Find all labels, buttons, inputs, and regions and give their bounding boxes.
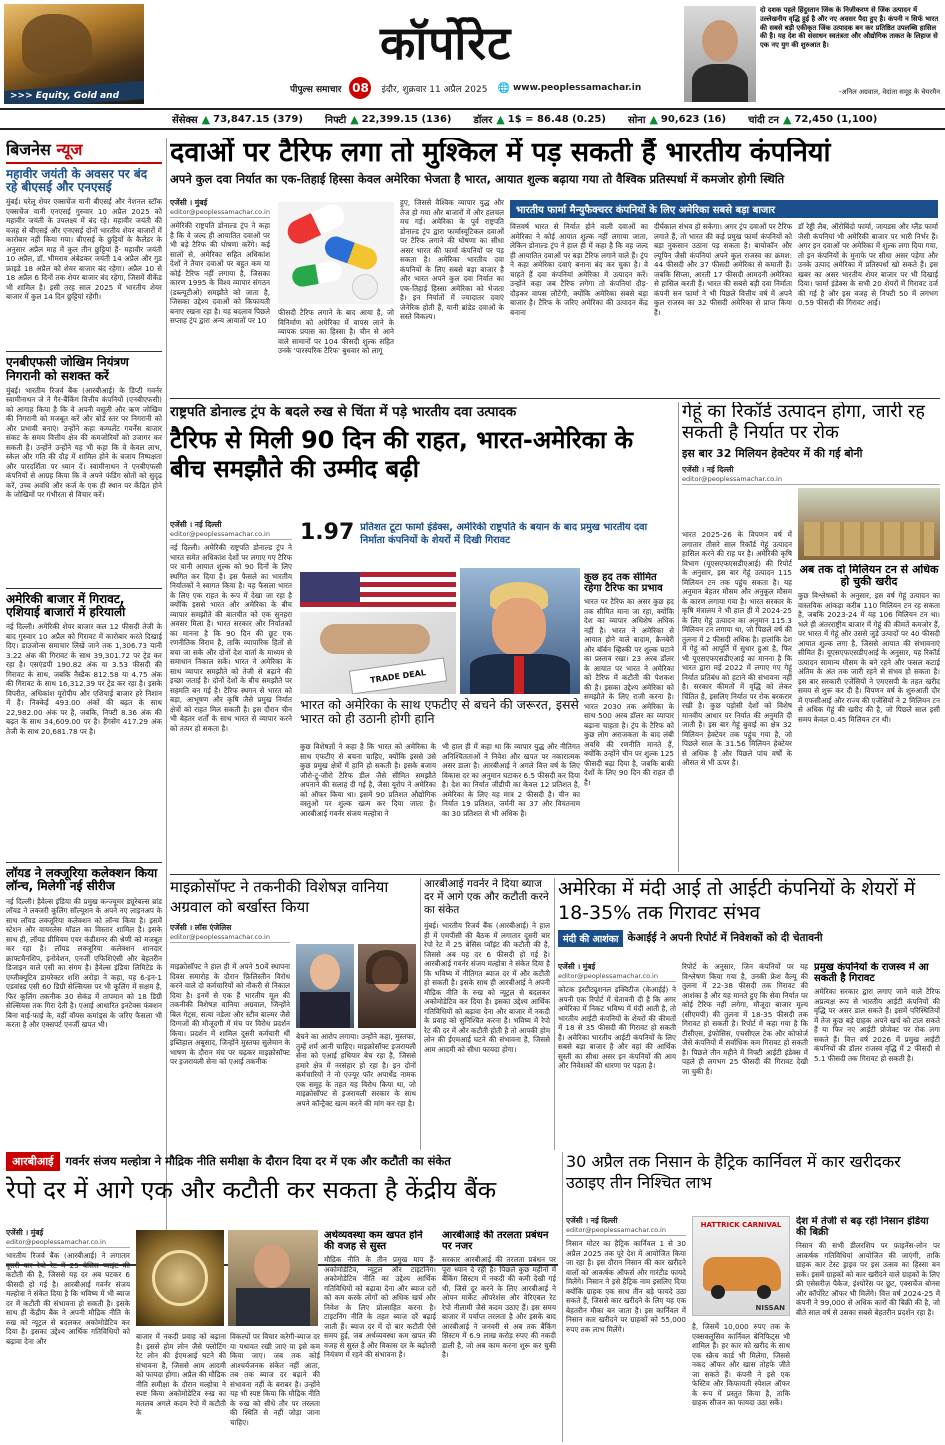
microsoft-headline: माइक्रोसॉफ्ट ने तकनीकी विशेषज्ञ वानिया अग्रवाल को बर्खास्त किया (170, 878, 389, 916)
wheat-headline: गेहूं का रिकॉर्ड उत्पादन होगा, जारी रह सकती है निर्यात पर रोक (682, 402, 925, 443)
dateline: इंदौर, शुक्रवार 11 अप्रैल 2025 (381, 84, 488, 95)
relief-kicker: राष्ट्रपति डोनाल्ड ट्रंप के बदले रुख से चिंता में पड़े भारतीय दवा उत्पादक (170, 404, 517, 420)
up-arrow-icon: ▲ (350, 112, 359, 126)
quote-author: -अनिल अग्रवाल, वेदांता समूह के चेयरमैन (838, 88, 940, 96)
business-news-label: बिजनेस न्यूज (6, 138, 162, 164)
business-news-column (6, 138, 162, 1260)
equity-gold-banner: >>> Equity, Gold and (10, 91, 120, 101)
relief-story (170, 402, 674, 872)
repo-sub-liquidity: आरबीआई की तरलता प्रबंधन पर नजर सरकार आरबीआई की तरलता प्रबंधन पर पूरा ध्यान दे रही है। पिछले कुछ महीनों में बैंकिंग सिस्टम में नकदी की कमी देखी गई थी, जिसे दूर करने के लिए आरबीआई ने ओपन मार्केट ऑपरेशंस और वेरिएबल रेट रेपो नीलामी जैसे कदम उठाए हैं। इस समय बाजार में पर्याप्त तरलता है और इसके बाद आरबीआई ने जनवरी से अब तक बैंकिंग सिस्टम में 6.9 लाख करोड़ रुपए की नकदी डाली है, जो अब काम करना शुरू कर चुकी है। (442, 1230, 556, 1359)
trump-photo (460, 568, 580, 694)
tariff-impact-box: कुछ हद तक सीमित रहेगा टैरिफ का प्रभाव भारत पर टैरिफ का असर कुछ हद तक सीमित माना जा रहा, क्योंकि देश का व्यापार अधिशेष अधिक नहीं है। भारत ने अमेरिका से आयात होने वाले बादाम, क्रैनबेरी और बॉर्बन व्हिस्की पर शुल्क घटाने का प्रस्ताव रखा। 23 अरब डॉलर के आयात पर भारत ने अमेरिका को टैरिफ में कटौती की पेशकश की है। इसका उद्देश्य अमेरिका को समझौते के लिए राजी करना है। भारत 2030 तक अमेरिका के साथ 500 अरब डॉलर का व्यापार बढ़ाना चाहता है। ट्रंप के टैरिफ को कुछ लोग अराजकता के बाद लंबी अवधि की रणनीति मानते हैं, क्योंकि उन्होंने चीन पर शुल्क 125 फीसदी बढ़ा दिया है, जबकि बाकी देशों के लिए 90 दिन की राहत दी है। (584, 572, 674, 787)
fta-story: भारत को अमेरिका के साथ एफटीए से बचने की जरूरत, इससे भारत को ही उठानी होगी हानि कुछ विशेषज्ञों ने कहा है कि भारत को अमेरिका के साथ एफटीए से बचना चाहिए, क्योंकि इससे उसे कुछ प्रमुख क्षेत्रों में हानि हो सकती है। इसके बजाय जीरो-टू-जीरो टैरिफ डील जैसे सीमित समझौते अपनाने की सलाह दी गई है, जैसा यूरोप ने अमेरिका को ऑफर किया था। इसमें 90 प्रतिशत औद्योगिक वस्तुओं पर शुल्क खत्म कर दिया जाता है। आरबीआई गवर्नर संजय मल्होत्रा ने भी हाल ही में कहा था कि व्यापार युद्ध और नीतिगत अनिश्चितताओं ने निवेश और खपत पर नकारात्मक असर डाला है। आरबीआई ने अगले वित्त वर्ष के लिए विकास दर का अनुमान घटाकर 6.5 फीसदी कर दिया है। देश का निर्यात जीडीपी का केवल 12 प्रतिशत है, अमेरिका के लिए यह मात्र 2 फीसदी है। चीन का निर्यात 19 प्रतिशत, जर्मनी का 37 और वियतनाम का 30 प्रतिशत से भी अधिक है। (300, 698, 580, 818)
wheat-procurement-box: अब तक दो मिलियन टन से अधिक हो चुकी खरीद कुछ विश्लेषकों के अनुसार, इस वर्ष गेहूं उत्पादन का वास्तविक आंकड़ा करीब 110 मिलियन टन रह सकता है, जबकि 2023-24 में यह 106 मिलियन टन था। भले ही अंतरराष्ट्रीय बाजार में गेहूं की कीमतें कमजोर हैं, पर भारत में गेहूं और उससे जुड़े उत्पादों पर 40 फीसदी आयात शुल्क लगा है, जिससे आयात की संभावनाएं सीमित हैं। यूएसएफएसडीएआई के अनुसार, यह रिकॉर्ड उत्पादन सामान्य मौसम के बने रहने और फसल कटाई अंतिम के अंत तक जारी रहने से संभव हो सकता है। इस बार सरकारी एजेंसियों ने एमएसपी के तहत खरीद समय से शुरू कर दी है। विपणन वर्ष के शुरुआती दौर में एफसीआई और राज्य की एजेंसियों ने 2 मिलियन टन से अधिक गेहूं की खरीद की है, जो पिछले साल इसी समय केवल 0.45 मिलियन टन थी। (798, 564, 940, 724)
quote-text: दो दशक पहले हिंदुस्तान जिंक के निजीकरण से जिंक उत्पादन में उल्लेखनीय वृद्धि हुई है और नए अवसर पैदा हुए है। कंपनी न सिर्फ भारत की सबसे बड़ी एकीकृत जिंक उत्पादक बन कर प्रतिष्ठित उपलब्धि हासिल की है। यह देश की संसाधन स्वतंत्रता और औद्योगिक ताकत के लिहाज से एक नए युग की शुरुआत है। (760, 6, 939, 50)
masthead (0, 0, 945, 108)
fall-stat-value: 1.97 (300, 522, 355, 545)
repo-story: आरबीआई गवर्नर संजय मल्होत्रा ने मौद्रिक नीति समीक्षा के दौरान दिया दर में एक और कटौती का संकेत रेपो दर में आगे एक और कटौती कर सकता है केंद्रीय बैंक एजेंसी । मुंबई editor@peoplessamachar.co.in भारतीय रिजर्व बैंक (आरबीआई) ने लगातार दूसरी बार रेपो रेट में 25 बेसिस प्वाइंट की कटौती की है, जिससे यह दर अब घटकर 6 फीसदी हो गई है। आरबीआई गवर्नर संजय मल्होत्रा ने संकेत दिया है कि भविष्य में भी ब्याज दर में कटौती की संभावना हो सकती है। इसके साथ ही केंद्रीय बैंक ने अपनी मौद्रिक नीति के रुख को न्यूट्रल से बदलकर अकोमोडेटिव कर दिया है। इसका उद्देश्य आर्थिक गतिविधियों को बढ़ावा देना और बाजार में नकदी प्रवाह को बढ़ाना है। इससे होम लोन जैसे फ्लोटिंग रेट लोन की ईएमआई घटने की संभावना है, जिससे आम आदमी को फायदा होगा। अप्रैल की मौद्रिक नीति समीक्षा के दौरान मल्होत्रा ने स्पष्ट किया अकोमोडेटिव रुख का मतलब अगले कदम रेपो में कटौती के विकल्पों पर विचार करेगी-ब्याज दर या यथावत रखी जाएं या इसे कम किया जाए। जब तक कोई आश्चर्यजनक संकेत नहीं आता, तब तक ब्याज दर बढ़ाने की संभावना नहीं के बराबर है। उन्होंने यह भी स्पष्ट किया कि मौद्रिक नीति के रुख को सीधे तौर पर तरलता की स्थिति से नहीं जोड़ा जाना चाहिए। अर्थव्यवस्था कम खपत होने की वजह से सुस्त मौद्रिक नीति के तीन प्रमुख माप हैं-अकोमोडेटिव, न्यूट्रल और टाइटनिंग। अकोमोडेटिव नीति का उद्देश्य आर्थिक गतिविधियों को बढ़ावा देना और ब्याज दरों को कम करके लोगों को अधिक खर्च और निवेश के लिए प्रोत्साहित करना है। टाइटनिंग नीति के तहत ब्याज दरें बढ़ाई जाती हैं। ब्याज दर में दो बार कटौती ऐसे समय हुई, जब अर्थव्यवस्था कम खपत की वजह से सुस्त है और विकास दर के बढ़ोतरी नियंत्रण में रहने की संभावना है। आरबीआई की तरलता प्रबंधन पर नजर सरकार आरबीआई की तरलता प्रबंधन पर पूरा ध्यान दे रही है। पिछले कुछ महीनों में बैंकिंग सिस्टम में नकदी की कमी देखी गई थी, जिसे दूर करने के लिए आरबीआई ने ओपन मार्केट ऑपरेशंस और वेरिएबल रेट रेपो नीलामी जैसे कदम उठाए हैं। इस समय बाजार में पर्याप्त तरलता है और इसके बाद आरबीआई ने जनवरी से अब तक बैंकिंग सिस्टम में 6.9 लाख करोड़ रुपए की नकदी डाली है, जो अब काम करना शुरू कर चुकी है। (6, 1152, 558, 1442)
wheat-story: गेहूं का रिकॉर्ड उत्पादन होगा, जारी रह सकती है निर्यात पर रोक इस बार 32 मिलियन हेक्टेयर में की गई बोनी एजेंसी । नई दिल्ली editor@peoplessamachar.co.in भारत 2025-26 के विपणन वर्ष में लगातार तीसरे साल रिकॉर्ड गेहूं उत्पादन हासिल करने की राह पर है। अमेरिकी कृषि विभाग (यूएसएफएसडीएआई) की रिपोर्ट के अनुसार, इस बार गेहूं उत्पादन 115 मिलियन टन तक पहुंच सकता है। यह अनुमान बेहतर मौसम और अनुकूल मौसम के कारण लगाया गया है। भारत सरकार के कृषि मंत्रालय ने भी हाल ही में 2024-25 के लिए गेहूं उत्पादन का अनुमान 115.3 मिलियन टन लगाया था, जो पिछले वर्ष की तुलना में 2 फीसदी अधिक है। हालांकि देश में गेहूं को आपूर्ति में सुधार हुआ है, फिर भी यूएसएफएसडीएआई का मानना है कि भारत द्वारा मई 2022 में लगाए गए गेहूं निर्यात प्रतिबंध को हटाने की संभावना नहीं है। सरकार कीमतों में वृद्धि को लेकर चिंतित है, इसलिए निर्यात पर रोक बरकरार रखी है। कुछ पड़ोसी देशों को विशेष मानवीय आधार पर निर्यात की अनुमति दी जाती है। इस बार गेहूं बुवाई का क्षेत्र 32 मिलियन हेक्टेयर तक पहुंच गया है, जो पिछले साल के 31.56 मिलियन हेक्टेयर से अधिक है और पिछले पांच वर्षों के औसत से भी ऊपर है। अब तक दो मिलियन टन से अधिक हो चुकी खरीद कुछ विश्लेषकों के अनुसार, इस वर्ष गेहूं उत्पादन का वास्तविक आंकड़ा करीब 110 मिलियन टन रह सकता है, जबकि 2023-24 में यह 106 मिलियन टन था। भले ही अंतरराष्ट्रीय बाजार में गेहूं की कीमतें कमजोर हैं, पर भारत में गेहूं और उससे जुड़े उत्पादों पर 40 फीसदी आयात शुल्क लगा है, जिससे आयात की संभावनाएं सीमित हैं। यूएसएफएसडीएआई के अनुसार, यह रिकॉर्ड उत्पादन सामान्य मौसम के बने रहने और फसल कटाई अंतिम के अंत तक जारी रहने से संभव हो सकता है। इस बार सरकारी एजेंसियों ने एमएसपी के तहत खरीद समय से शुरू कर दी है। विपणन वर्ष के शुरुआती दौर में एफसीआई और राज्य की एजेंसियों ने 2 मिलियन टन से अधिक गेहूं की खरीद की है, जो पिछले साल इसी समय केवल 0.45 मिलियन टन थी। (682, 402, 940, 872)
lead-deck: अपने कुल दवा निर्यात का एक-तिहाई हिस्सा केवल अमेरिका भेजता है भारत, आयात शुल्क बढ़ाया गया तो वैश्विक प्रतिस्पर्धा में कमजोर होगी स्थिति (170, 171, 785, 186)
up-arrow-icon: ▲ (649, 112, 658, 126)
quote-box (760, 6, 940, 104)
relief-left-block: एजेंसी । नई दिल्ली editor@peoplessamachar.co.in नई दिल्ली। अमेरिकी राष्ट्रपति डोनाल्ड ट्रंप ने भारत समेत अधिकांश देशों पर लगाए गए टैरिफ पर यानी आयात शुल्क को 90 दिनों के लिए स्थगित कर दिया है। इस फैसले का भारतीय निर्यातकों ने स्वागत किया है। यह फैसला भारत के लिए एक राहत के रूप में देखा जा रहा है क्योंकि इससे भारत और अमेरिका के बीच व्यापार समझौते की बातचीत को एक सुनहरा अवसर मिला है। भारत सरकार और निर्यातकों का मानना है कि 90 दिन की छूट एक रणनीतिक विराम है, ताकि व्यापारिक हितों से बचा जा सके और दोनों देश वार्ता के माध्यम से समाधान निकाल सकें। भारत ने अमेरिका के साथ व्यापार समझौते को तेजी से बढ़ाने की इच्छा जताई है। दोनों देशों के बीच समझौते पर सहमति बन गई है। टैरिफ स्थगन से भारत को बड़ा, आभूषण और कृषि जैसे प्रमुख निर्यात क्षेत्रों को राहत मिल सकती है। इस दौरान चीन भी बेहतर शर्तों के साथ भारत से व्यापार करने को तत्पर हो सकता है। (170, 520, 292, 733)
it-deck-row: मंदी की आशंका केआईई ने अपनी रिपोर्ट में निवेशकों को दी चेतावनी (558, 930, 940, 947)
ticker-nifty: निफ्टी ▲ 22,399.15 (136) (324, 112, 452, 126)
lead-left-block: एजेंसी । मुंबई editor@peoplessamachar.co.in अमेरिकी राष्ट्रपति डोनाल्ड ट्रंप ने कहा है कि वे जल्द ही आयातित दवाओं पर भी बड़े टैरिफ की घोषणा करेंगे। कई सालों से, अमेरिका सहित अधिकांश देशों ने तैयार दवाओं पर बहुत कम या कोई टैरिफ नहीं लगाया है, जिसका कारण 1995 के विश्व व्यापार संगठन (डब्ल्यूटीओ) समझौते को जाता है, जिसका उद्देश्य दवाओं को किफायती बनाए रखना रहा है। यह बदलाव पिछले सप्ताह ट्रंप द्वारा अन्य आयातों पर 10 (170, 198, 270, 325)
nissan-brand-logo: NISSAN (755, 1304, 785, 1312)
story-lloyd-luxuria: लॉयड ने लक्जूरिया कलेक्शन किया लॉन्च, मिलेगी नई सीरीज नई दिल्ली। हैवेल्स इंडिया की प्रमुख कन्ज्यूमर ड्यूरेबल्स ब्रांड लॉयड ने लक्जरी कूलिंग सॉल्यूशन के अपने नए लाइनअप के साथ लॉयड लक्जूरिया कलेक्शन को लॉन्च किया है। इसमें स्टेशन और वायरलेस मॉडल का विस्तार शामिल है। इसके साथ ही, लॉयड प्रीमियम एयर कंडीशनर की श्रेणी को मजबूत कर रहा है। लॉयड लक्जूरिया कलेक्शन शानदार क्राफ्टमैनशिप, इनोवेशन, एनर्जी एफिशिएंसी और बेहतरीन डिजाइन वाले एसी का संगम है। हैवेल्स इंडिया लिमिटेड के एग्जीक्यूटिव डायरेक्टर शशि अरोड़ा ने कहा, यह 6-इन-1 एडवांस्ड एसी 60 डिग्री सेल्सियस पर भी कूलिंग में सक्षम है, फिर कूलिंग तकनीक 30 सेकंड में तापमान को 18 डिग्री सेल्सियस तक गिरा देती है। एआई आधारित इनटेक्स फंक्शन बिना वाई-फाई के, वहीं वॉयस कमांड्स के जरिए फैसला भी करता है और एक्सपर्ट एनर्जी खपत भी। (6, 866, 162, 1029)
story-nbfc-risk: एनबीएफसी जोखिम नियंत्रण निगरानी को सशक्त करें मुंबई। भारतीय रिजर्व बैंक (आरबीआई) के डिप्टी गवर्नर स्वामीनाथन जे ने गैर-बैंकिंग वित्तीय कंपनियों (एनबीएफसी) को आगाह किया है कि वे अपनी वसूली और ऋण जोखिम की निगरानी को मजबूत करें और बोर्ड स्तर पर निगरानी को और प्रभावी बनाएं। उन्होंने कहा कम्पलेंट गवर्नेंस बाजार संकट के समय वित्तीय क्षेत्र की कमजोरियों को उजागर कर सकती है। उन्होंने उन्होंने यह भी कहा कि वे केवल लाभ, स्केल और गति की दौड़ में शामिल होने के बजाय निष्पक्षता और पारदर्शिता पर ध्यान दें। स्वामीनाथन ने एनबीएफसी कंपनियों से आग्रह किया कि वे अपने फंडिंग स्रोतों को सुदृढ़ करें, उच्च अवधि और कर्ज के एक ही स्थान पर केंद्रित होने के जोखिमों पर गंभीरता से विचार करें। (6, 355, 162, 500)
page-number: 08 (349, 77, 371, 99)
ticker-silver: चांदी टन ▲ 72,450 (1,100) (748, 112, 878, 126)
it-revenue-box: प्रमुख कंपनियों के राजस्व में आ सकती है गिरावट अमेरिका सरकार द्वारा लगाए जाने वाले टैरिफ अप्रत्यक्ष रूप से भारतीय आईटी कंपनियों की वृद्धि पर असर डाल सकते हैं। इसमें परिस्थितियों में तेज कुछ बड़े ग्राहक अपने खर्च को टाल सकते हैं या फिर नए आईटी प्रोजेक्ट पर रोक लगा सकते हैं। वित्त वर्ष 2026 में प्रमुख आईटी कंपनियों की डॉलर राजस्व वृद्धि में 2 फीसदी से 5.1 फीसदी तक गिरावट हो सकती है। (814, 962, 940, 1063)
paper-name: पीपुल्स समाचार (290, 84, 342, 95)
nissan-story: 30 अप्रैल तक निसान के हैट्रिक कार्निवल में कार खरीदकर उठाइए तीन निश्चित लाभ एजेंसी । नई दिल्ली editor@peoplessamachar.co.in निसान मोटर का हैट्रिक कार्निवल 1 से 30 अप्रैल 2025 तक पूरे देश में आयोजित किया जा रहा है। इस दौरान निसान की कार खरीदने वालों को आकर्षक ऑफर्स और गारंटीड फायदे मिलेंगे। निसान ने इसे हैट्रिक नाम इसलिए दिया क्योंकि ग्राहक एक साथ तीन बड़े फायदे उठा सकते हैं, जिससे कार खरीदने के लिए यह एक बेहतरीन मौका बन जाता है। इस कार्निवल में निसान कार खरीदने पर ग्राहकों को 55,000 रुपए तक लाभ मिलेंगे। HATTRICK CARNIVAL NISSAN है, जिसमें 10,000 रुपए तक के एक्सक्लूसिव कार्निवल बेनिफिट्स भी शामिल हैं। हर कार को खरीद के साथ एक स्क्रैच कार्ड भी मिलेगा, जिससे नकद ऑफर और खास तोहफे जीते जा सकते हैं। कंपनी ने इसे एक फेस्टिव और किफायती स्पेशल ऑफर के रूप में प्रस्तुत किया है, ताकि ग्राहक सीजन का फायदा उठा सकें। देश में तेजी से बढ़ रही निसान इंडिया की बिक्री निसान की सभी डीलरशिप पर फ़ाइनेंस-लोन पर आकर्षक गतिविधियां आयोजित की जाएंगी, ताकि ग्राहक कार टेस्ट ड्राइव पर इस उत्सव का हिस्सा बन सकें। इसमें ग्राहकों को कार खरीदने वाले ग्राहकों के लिए फ्री एसेसरीज़ पैकेज, इंश्योरेंस पर छूट, एक्सचेंज बोनस और कॉर्पोरेट ऑफर भी मिलेंगे। वित्त वर्ष 2024-25 में कंपनी ने 99,000 से अधिक कारों की बिक्री की है, जो बीते साल वर्ष से उसका सबसे बेहतरीन प्रदर्शन रहा है। (566, 1152, 940, 1442)
microsoft-story: माइक्रोसॉफ्ट ने तकनीकी विशेषज्ञ वानिया अग्रवाल को बर्खास्त किया एजेंसी । लॉस एंजेलिस editor@peoplessamachar.co.in माइक्रोसॉफ्ट ने हाल ही में अपने 50वें स्थापना दिवस समारोह के दौरान फ़िलिस्तीन विरोध करने वाले दो कर्मचारियों को नौकरी से निकाल दिया है। इनमें से एक हैं भारतीय मूल की तकनीकी विशेषज्ञ वानिया अग्रवाल, जिन्होंने बिल गेट्स, सत्या नडेला और स्टीव बाल्मर जैसे दिग्गजों की मौजूदगी में मंच पर विरोध प्रदर्शन किया। प्रदर्शन में शामिल दूसरी कर्मचारी थीं इब्तिहाल अबूसाद, जिन्होंने मुस्तफा सुलेमान के भाषण के दौरान मंच पर चढ़कर माइक्रोसॉफ्ट पर इजरायली सेना को एआई तकनीक बेचने का आरोप लगाया। उन्होंने कहा, मुस्तफा, तुम्हें शर्म आनी चाहिए। माइक्रोसॉफ्ट इजरायली सेना को एआई हथियार बेच रहा है, जिससे हमारे क्षेत्र में नरसंहार हो रहा है। इन दोनों कर्मचारियों ने नो एज्यूर फॉर अपार्थेड नामक एक समूह के तहत यह विरोध किया था, जो माइक्रोसॉफ्ट से इजरायली सरकार के साथ अपने कॉन्ट्रैक्ट खत्म करने की मांग कर रहा है। (170, 878, 416, 1108)
up-arrow-icon: ▲ (496, 112, 505, 126)
anil-agarwal-photo (684, 6, 756, 102)
trade-deal-photo (300, 572, 456, 694)
repo-tag: आरबीआई (6, 1152, 60, 1171)
ticker-dollar: डॉलर ▲ 1$ = 86.48 (0.25) (473, 112, 606, 126)
repo-kicker-row: आरबीआई गवर्नर संजय मल्होत्रा ने मौद्रिक नीति समीक्षा के दौरान दिया दर में एक और कटौती का संकेत (6, 1152, 558, 1171)
pills-photo (278, 202, 394, 304)
rbi-emblem-photo (136, 1230, 224, 1326)
nissan-headline: 30 अप्रैल तक निसान के हैट्रिक कार्निवल में कार खरीदकर उठाइए तीन निश्चित लाभ (566, 1152, 901, 1192)
nissan-ad-title: HATTRICK CARNIVAL (700, 1221, 782, 1229)
sanjay-malhotra-photo (228, 1230, 318, 1326)
it-story: अमेरिका में मंदी आई तो आईटी कंपनियों के शेयरों में 18-35% तक गिरावट संभव मंदी की आशंका केआईई ने अपनी रिपोर्ट में निवेशकों को दी चेतावनी एजेंसी । मुंबई editor@peoplessamachar.co.in कोटक इंस्टीट्यूशनल इक्विटीज (केआईई) ने अपनी एक रिपोर्ट में चेतावनी दी है कि अगर अमेरिका में निकट भविष्य में मंदी आती है, तो भारतीय आईटी कंपनियों के शेयरों की कीमतों में 18 से 35 फीसदी की गिरावट हो सकती है। अमेरिका भारतीय आईटी कंपनियों के लिए सबसे बड़ा बाजार है और वहां की आर्थिक सुस्ती का सीधा असर इन कंपनियों की आय और निवेशकों की धारणा पर पड़ता है। रिपोर्ट के अनुसार, जिन कंपनियों पर यह विश्लेषण किया गया है, उनकी फ्रेश वैल्यू की तुलना में 22-38 फीसदी तक गिरावट की आशंका है और यह मानते हुए कि सेवा निर्यात पर कोई टैरिफ नहीं लगेगा, मौजूदा बाजार मूल्य (सीएमपी) की तुलना में 18-35 फीसदी तक गिरावट हो सकती है। रिपोर्ट में कहा गया है कि टीसीएस, इंफोसिस, एचसीएल टेक और कोफोर्ज जैसे कंपनियों में सर्वाधिक कम गिरावट हो सकती है। पिछले तीन महीने में निफ्टी आईटी इंडेक्स में पहले ही लगभग 25 फीसदी की गिरावट देखी जा चुकी है। प्रमुख कंपनियों के राजस्व में आ सकती है गिरावट अमेरिका सरकार द्वारा लगाए जाने वाले टैरिफ अप्रत्यक्ष रूप से भारतीय आईटी कंपनियों की वृद्धि पर असर डाल सकते हैं। इसमें परिस्थितियों में तेज कुछ बड़े ग्राहक अपने खर्च को टाल सकते हैं या फिर नए आईटी प्रोजेक्ट पर रोक लगा सकते हैं। वित्त वर्ष 2026 में प्रमुख आईटी कंपनियों की डॉलर राजस्व वृद्धि में 2 फीसदी से 5.1 फीसदी तक गिरावट हो सकती है। (558, 878, 940, 1150)
market-ticker (0, 108, 945, 130)
lead-headline: दवाओं पर टैरिफ लगा तो मुश्किल में पड़ सकती हैं भारतीय कंपनियां (170, 138, 831, 168)
trade-deal-label: TRADE DEAL (369, 667, 427, 685)
relief-headline: टैरिफ से मिली 90 दिन की राहत, भारत-अमेरिका के बीच समझौते की उम्मीद बढ़ी (170, 426, 633, 483)
nissan-sales-box: देश में तेजी से बढ़ रही निसान इंडिया की बिक्री निसान की सभी डीलरशिप पर फ़ाइनेंस-लोन पर आकर्षक गतिविधियां आयोजित की जाएंगी, ताकि ग्राहक कार टेस्ट ड्राइव पर इस उत्सव का हिस्सा बन सकें। इसमें ग्राहकों को कार खरीदने वाले ग्राहकों के लिए फ्री एसेसरीज़ पैकेज, इंश्योरेंस पर छूट, एक्सचेंज बोनस और कॉर्पोरेट ऑफर भी मिलेंगे। वित्त वर्ष 2024-25 में कंपनी ने 99,000 से अधिक कारों की बिक्री की है, जो बीते साल वर्ष से उसका सबसे बेहतरीन प्रदर्शन रहा है। (796, 1216, 940, 1317)
repo-headline: रेपो दर में आगे एक और कटौती कर सकता है केंद्रीय बैंक (6, 1176, 497, 1204)
bill-gates-photo (296, 944, 354, 1028)
wheat-sacks-photo (798, 488, 940, 560)
up-arrow-icon: ▲ (782, 112, 792, 126)
fall-stat-box (300, 522, 672, 566)
it-tag: मंदी की आशंका (558, 930, 623, 947)
story-us-asia-markets: अमेरिकी बाजार में गिरावट, एशियाई बाजारों में हरियाली नई दिल्ली। अमेरिकी शेयर बाजार कल 12 फीसदी तेजी के बाद गुरुवार 10 अप्रैल को गिरावट में कारोबार करते दिखाई दिए। डाउजोन्स समाचार लिखे जाने तक 1,306.73 यानी 3.22 अंक की गिरावट के साथ 39,301.72 पर ट्रेड कर रहा है। एसएंडपी 190.82 अंक या 3.53 फीसदी की गिरावट के साथ, जबकि नैस्डैक 812.58 या 4.75 अंक की गिरावट के साथ 16,312.39 पर ट्रेड कर रहा है। इसके विपरीत, अधिकांश यूरोपीय और एशियाई बाजार हरे निशान में हैं। निक्केई 493.00 अंकों की बढ़त के साथ 22,982.00 अंक पर है, जबकि, निफ्टी 8.36 अंक की बढ़त के साथ 34,609.00 पर है। हैंगसेंग 417.29 अंक तेजी के साथ 20,681.78 पर है। (6, 591, 162, 736)
repo-sub-consumption: अर्थव्यवस्था कम खपत होने की वजह से सुस्त मौद्रिक नीति के तीन प्रमुख माप हैं-अकोमोडेटिव, न्यूट्रल और टाइटनिंग। अकोमोडेटिव नीति का उद्देश्य आर्थिक गतिविधियों को बढ़ावा देना और ब्याज दरों को कम करके लोगों को अधिक खर्च और निवेश के लिए प्रोत्साहित करना है। टाइटनिंग नीति के तहत ब्याज दरें बढ़ाई जाती हैं। ब्याज दर में दो बार कटौती ऐसे समय हुई, जब अर्थव्यवस्था कम खपत की वजह से सुस्त है और विकास दर के बढ़ोतरी नियंत्रण में रहने की संभावना है। (324, 1230, 436, 1359)
masthead-info-row (290, 78, 670, 98)
vaniya-agarwal-photo (358, 944, 416, 1028)
ticker-gold: सोना ▲ 90,623 (16) (627, 112, 727, 126)
masthead-title: कॉर्पोरेट (380, 16, 512, 70)
lead-story: दवाओं पर टैरिफ लगा तो मुश्किल में पड़ सकती हैं भारतीय कंपनियां अपने कुल दवा निर्यात का एक-तिहाई हिस्सा केवल अमेरिका भेजता है भारत, आयात शुल्क बढ़ाया गया तो वैश्विक प्रतिस्पर्धा में कमजोर होगी स्थिति एजेंसी । मुंबई editor@peoplessamachar.co.in अमेरिकी राष्ट्रपति डोनाल्ड ट्रंप ने कहा है कि वे जल्द ही आयातित दवाओं पर भी बड़े टैरिफ की घोषणा करेंगे। कई सालों से, अमेरिका सहित अधिकांश देशों ने तैयार दवाओं पर बहुत कम या कोई टैरिफ नहीं लगाया है, जिसका कारण 1995 के विश्व व्यापार संगठन (डब्ल्यूटीओ) समझौते को जाता है, जिसका उद्देश्य दवाओं को किफायती बनाए रखना रहा है। यह बदलाव पिछले सप्ताह ट्रंप द्वारा अन्य आयातों पर 10 फीसदी टैरिफ लगाने के बाद आया है, जो विनिर्माण को अमेरिका में वापस लाने के व्यापक प्रयास का हिस्सा है। चीन से आने वाले सामानों पर 104 फीसदी शुल्क सहित उनके 'पारस्परिक टैरिफ' बुधवार को लागू हुए, जिससे वैश्विक व्यापार युद्ध और तेज हो गया और बाजारों में और हलचल मच गई। अमेरिका के पूर्व राष्ट्रपति डोनाल्ड ट्रंप द्वारा फार्मास्यूटिकल दवाओं पर टैरिफ लगाने की घोषणा का सीधा असर भारत की फार्मा कंपनियों पर पड़ सकता है। अमेरिका भारतीय दवा कंपनियों के लिए सबसे बड़ा बाजार है और भारत अपने कुल दवा निर्यात का एक-तिहाई हिस्सा अमेरिका को भेजता है। इन निर्यातों में ज्यादातर दवाएं जेनेरिक होती हैं, यानी ब्रांडेड दवाओं के सस्ते विकल्प। भारतीय फार्मा मैन्युफैक्चरर कंपनियों के लिए अमेरिका सबसे बड़ा बाजार वित्तवर्ष भारत से निर्यात होने वाली दवाओं का अमेरिका ने कोई आयात शुल्क नहीं लगाया जाता, लेकिन डोनाल्ड ट्रंप ने हाल ही में कहा है कि वह जल्द ही आयातित दवाओं पर बड़ा टैरिफ लगाने वाले हैं। ट्रंप ने कहा अमेरिका दवाएं बनाना बंद कर चुका है। वे चाहते हैं दवा कंपनियां अमेरिका में उत्पादन करें। उन्होंने कहा जब टैरिफ लगेगा तो कंपनियां दौड़-दौड़कर वापस लौटेंगी, क्योंकि अमेरिका सबसे बड़ा बाजार है। टैरिफ के जरिए अमेरिका की उत्पादन केंद्र बनाना दीर्घकाल संभव हो सकेगा। अगर ट्रंप दवाओं पर टैरिफ लगाते हैं, तो भारत की कई प्रमुख फार्मा कंपनियों को बड़ा नुकसान उठाना पड़ सकता है। बायोकॉन और ल्यूपिन जैसी कंपनियां अपने कुल राजस्व का क्रमश: 44 फीसदी और 37 फीसदी अमेरिका से कमाती हैं। जबकि सिप्ला, आरती 17 फीसदी आमदनी अमेरिका से हासिल करती हैं। भारत की सबसे बड़ी दवा निर्माता कंपनी सन फार्मा ने भी पिछले वित्तीय वर्ष में अपने कुल राजस्व का 32 फीसदी अमेरिका से प्राप्त किया है। डॉ रेड्डी लैब, ऑरोबिंदो फार्मा, जायडस और ग्लैंड फार्मा जैसी कंपनियां भी अमेरिकी बाजार पर भारी निर्भर हैं। अगर इन दवाओं पर अमेरिका में शुल्क लगा दिया गया, तो इन कंपनियों के मुनाफे पर सीधा असर पड़ेगा और उनके उत्पाद अमेरिका में प्रतिस्पर्धा खो सकते हैं। इस खबर का असर भारतीय शेयर बाजार पर भी दिखाई दिया। फार्मा इंडेक्स के सभी 20 शेयरों में गिरावट दर्ज की गई है और इस वजह से निफ्टी 50 में लगभग 0.59 फीसदी की गिरावट आई। (170, 138, 940, 396)
globe-icon: 🌐 (497, 82, 510, 94)
lead-side-banner: भारतीय फार्मा मैन्युफैक्चरर कंपनियों के लिए अमेरिका सबसे बड़ा बाजार (510, 200, 938, 218)
fall-stat-text: प्रतिशत टूटा फार्मा इंडेक्स, अमेरिकी राष्ट्रपति के बयान के बाद प्रमुख भारतीय दवा निर्माता कंपनियों के शेयरों में दिखी गिरावट (360, 522, 648, 546)
nissan-ad-photo (692, 1216, 790, 1316)
story-bse-nse-closed: महावीर जयंती के अवसर पर बंद रहे बीएसई और एनएसई मुंबई। घरेलू शेयर एक्सचेंज यानी बीएसई और नेशनल स्टॉक एक्सचेंज यानी एनएसई गुरुवार 10 अप्रैल 2025 को महावीर जयंती के उपलक्ष्य में बंद रहे। महावीर जयंती की वजह से बीएसई और एनएसई दोनों भारतीय शेयर बाजारों में कारोबार नहीं किया गया। बीएसई के छुट्टियों के कैलेंडर के अनुसार अप्रैल माह में कुल तीन छुट्टियां हैं- महावीर जयंती 10 अप्रैल, डॉ. भीमराव अंबेडकर जयंती 14 अप्रैल और गुड फ्राइडे 18 अप्रैल को शेयर बाजार बंद रहेगा। अप्रैल 10 से 18 अप्रैल 6 दिनों तक शेयर बाजार बंद रहेगा, जिसमें वीकेंड भी शामिल है। इसी तरह साल 2025 में भारतीय शेयर बाजार में कुल 14 दिन छुट्टियां रहेंगी। (6, 167, 162, 302)
ticker-sensex: सेंसेक्स ▲ 73,847.15 (379) (172, 112, 303, 126)
rbi-cut-story: आरबीआई गवर्नर ने दिया ब्याज दर में आगे एक और कटौती करने का संकेत मुंबई। भारतीय रिजर्व बैंक (आरबीआई) ने हाल ही में एमपीसी की बैठक में लगातार दूसरी बार रेपो रेट में 25 बेसिस प्वॉइंट की कटौती की है, जिससे अब यह दर 6 फीसदी हो गई है। आरबीआई गवर्नर संजय मल्होत्रा ने संकेत दिया है कि भविष्य में नीतिगत ब्याज दर में और कटौती हो सकती है। इसके साथ ही आरबीआई ने अपनी मौद्रिक नीति के रुख को न्यूट्रल से बदलकर अकोमोडेटिव कर दिया है। इसका उद्देश्य आर्थिक गतिविधियों को बढ़ावा देना और बाजार में नकदी के प्रवाह को सुनिश्चित करना है। भविष्य में रेपो रेट की दर में और कटौती होती है तो आपकी होम लोन की ईएमआई घटने की संभावना है, जिससे आम आदमी को सीधा फायदा होगा। (424, 878, 550, 1054)
it-headline: अमेरिका में मंदी आई तो आईटी कंपनियों के शेयरों में 18-35% तक गिरावट संभव (558, 878, 916, 924)
up-arrow-icon: ▲ (201, 112, 211, 126)
website-link[interactable]: www.peoplessamachar.in (512, 83, 642, 93)
wheat-deck: इस बार 32 मिलियन हेक्टेयर में की गई बोनी (682, 447, 863, 461)
sensex-bull-photo (4, 4, 144, 104)
